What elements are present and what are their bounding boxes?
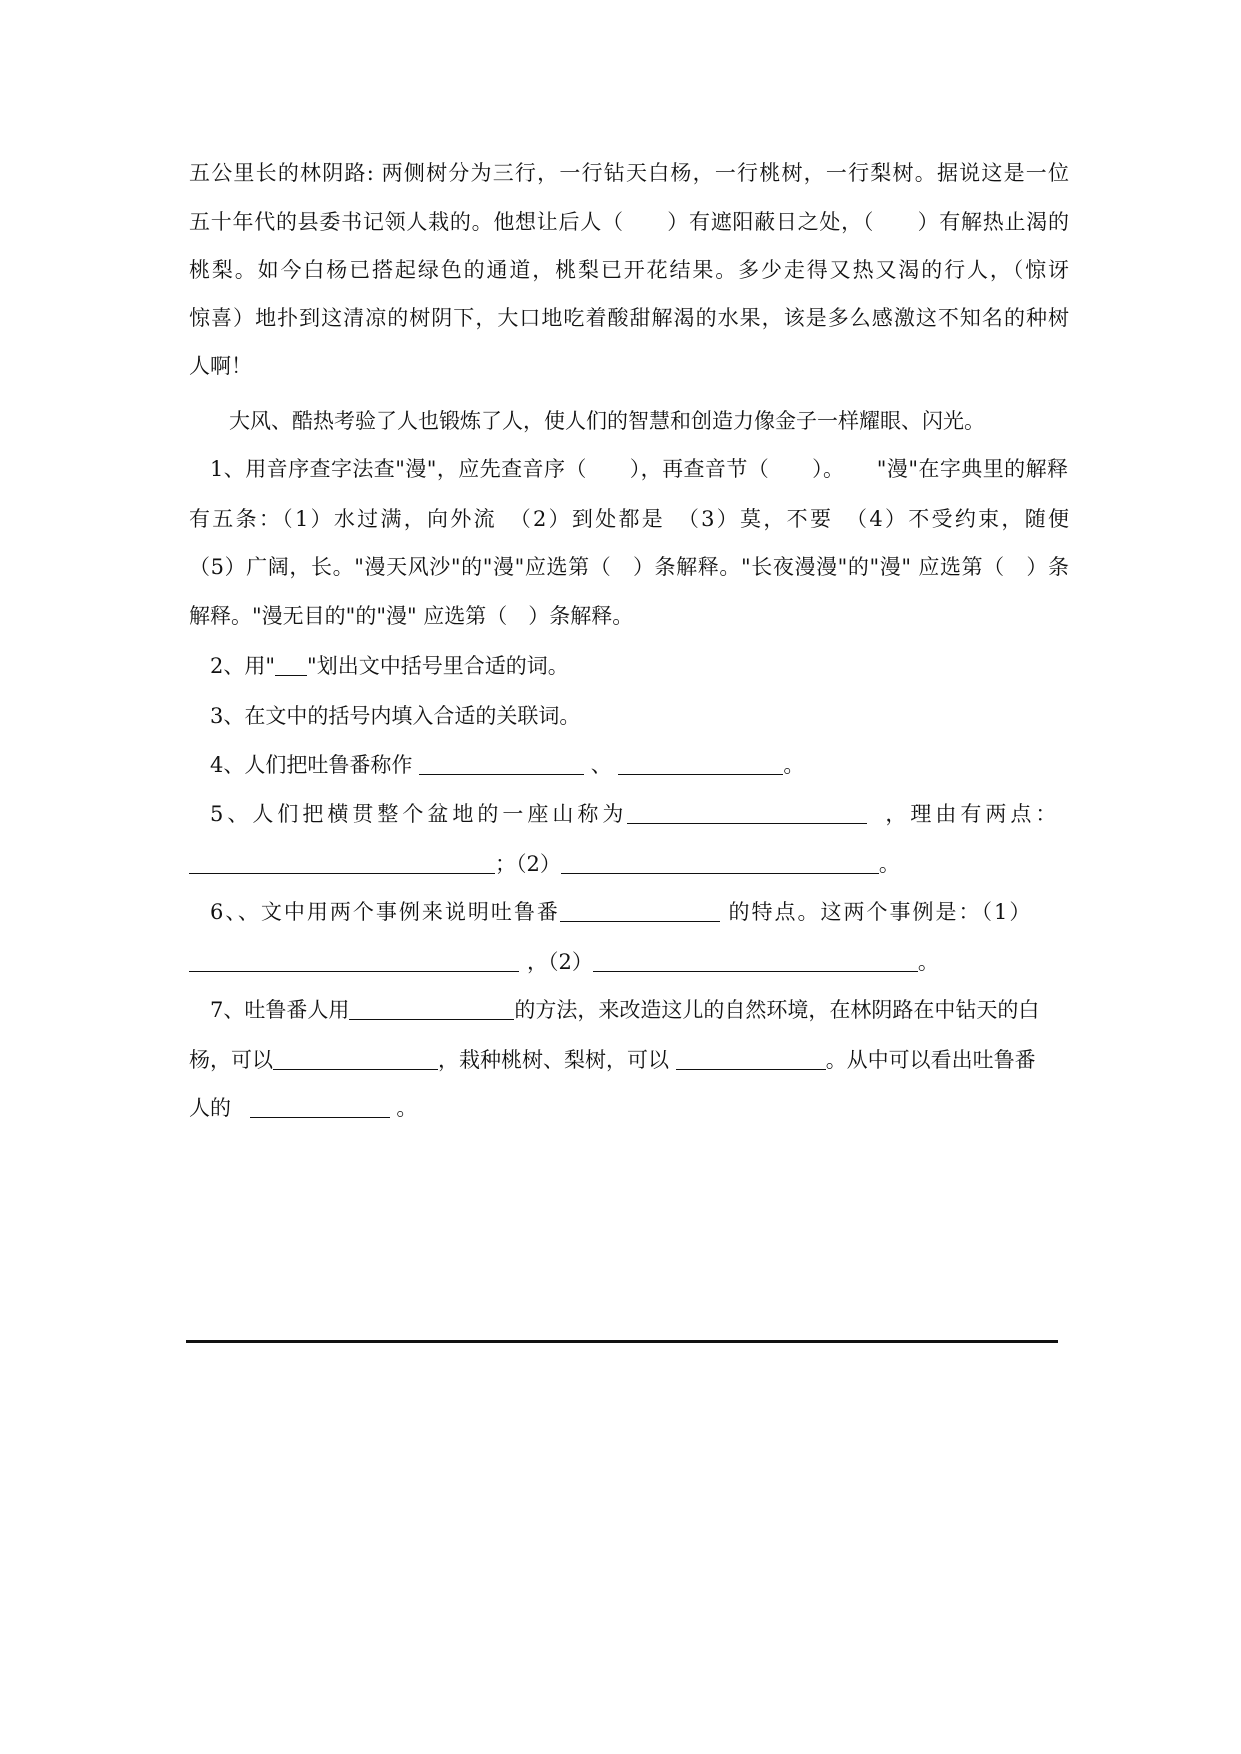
question-1-line: （5）广阔，长。"漫天风沙"的"漫"应选第（ ）条解释。"长夜漫漫"的"漫" 应选第（ ）条 [189,555,1069,579]
question-5-text: 5、人们把横贯整个盆地的一座山称为 [210,802,628,826]
question-6-separator: ，（2） [527,950,593,974]
question-7-text-5: 。从中可以看出吐鲁番 [825,1048,1036,1072]
underline-sample [275,655,307,676]
answer-blank[interactable] [593,951,918,972]
question-6-line-2 [189,948,1069,976]
question-1-line: 1、用音序查字法查"漫"，应先查音序（ ），再查音节（ ）。 "漫"在字典里的解释 [210,457,1068,481]
question-5-separator: ；（2） [495,852,561,876]
question-6-suffix: 的特点。这两个事例是：（1） [719,900,1033,924]
question-5-line-2 [189,850,1069,878]
answer-blank[interactable] [560,901,720,922]
passage-line: 惊喜）地扑到这清凉的树阴下，大口地吃着酸甜解渴的水果，该是多么感激这不知名的种树 [189,306,1069,330]
question-6 [210,898,1068,926]
page-divider-rule [186,1340,1058,1343]
passage-line: 五十年代的县委书记领人栽的。他想让后人（ ）有遮阳蔽日之处，（ ）有解热止渴的 [189,210,1069,234]
question-4-text: 4、人们把吐鲁番称作 [210,753,420,777]
passage-line: 五公里长的林阴路: 两侧树分为三行，一行钻天白杨，一行桃树，一行梨树。据说这是一位 [189,161,1069,185]
answer-blank[interactable] [561,853,879,874]
question-7 [210,996,1090,1024]
answer-blank[interactable] [189,951,519,972]
question-5 [210,800,1068,828]
answer-blank[interactable] [349,999,514,1020]
question-7-text-4: ，栽种桃树、梨树，可以 [438,1048,676,1072]
question-7-text-6: 人的 [189,1096,238,1120]
question-7-text: 7、吐鲁番人用 [210,998,350,1022]
question-2-text-after: "划出文中括号里合适的词。 [307,654,569,678]
question-5-suffix: ，理由有两点： [885,802,1061,826]
question-7-line-3 [189,1094,1069,1122]
question-4 [210,751,1090,779]
answer-blank[interactable] [618,754,783,775]
question-4-end: 。 [783,753,805,777]
question-6-end: 。 [917,950,939,974]
answer-blank[interactable] [273,1049,438,1070]
question-1-line: 有五条：（1）水过满，向外流 （2）到处都是 （3）莫，不要 （4）不受约束，随便 [189,507,1069,531]
answer-blank[interactable] [250,1097,390,1118]
answer-blank[interactable] [189,853,495,874]
question-3: 3、在文中的括号内填入合适的关联词。 [210,704,581,728]
question-2-text-before: 2、用" [210,654,276,678]
question-2 [210,652,1090,680]
question-5-end: 。 [878,852,900,876]
question-7-text-2: 的方法，来改造这儿的自然环境，在林阴路在中钻天的白 [514,998,1040,1022]
question-7-text-3: 杨，可以 [189,1048,273,1072]
question-1-line: 解释。"漫无目的"的"漫" 应选第（ ）条解释。 [189,604,634,628]
passage-line: 人啊！ [189,354,252,378]
question-7-line-2 [189,1046,1069,1074]
answer-blank[interactable] [676,1049,826,1070]
question-7-end: 。 [389,1096,418,1120]
passage-line: 桃梨。如今白杨已搭起绿色的通道，桃梨已开花结果。多少走得又热又渴的行人，（惊讶 [189,258,1069,282]
answer-blank[interactable] [419,754,584,775]
question-4-separator: 、 [584,753,619,777]
question-6-text: 6、、文中用两个事例来说明吐鲁番 [210,900,560,924]
answer-blank[interactable] [627,803,867,824]
passage-line: 大风、酷热考验了人也锻炼了人，使人们的智慧和创造力像金子一样耀眼、闪光。 [208,409,985,433]
